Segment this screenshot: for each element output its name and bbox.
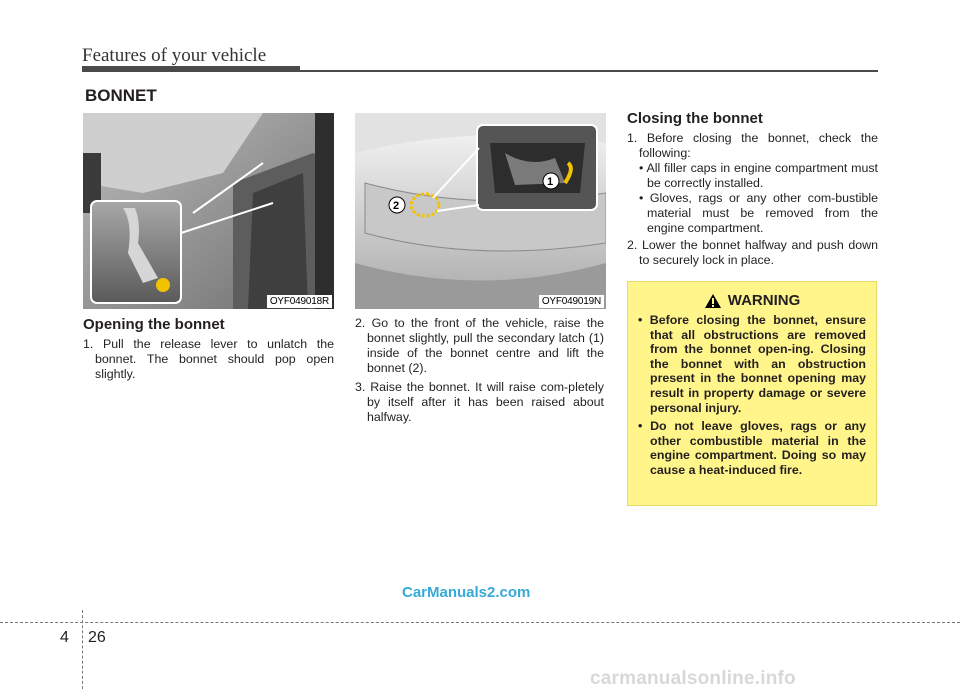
release-lever-photo — [83, 113, 334, 309]
warning-list — [638, 313, 866, 478]
release-lever-illustration — [83, 113, 334, 309]
closing-step-2: 2. Lower the bonnet halfway and push down to securely lock in place. — [627, 238, 878, 267]
closing-bullet-1: • All filler caps in engine compartment must be correctly installed. — [639, 161, 878, 190]
bonnet-latch-illustration — [355, 113, 606, 309]
warning-triangle-icon — [704, 293, 722, 309]
page-number: 26 — [88, 629, 106, 646]
header-rule-thick — [82, 66, 300, 72]
header-title: Features of your vehicle — [82, 45, 267, 66]
watermark-link[interactable]: CarManuals2.com — [402, 584, 531, 601]
warning-title: WARNING — [727, 292, 801, 309]
callout-1: 1 — [547, 176, 554, 188]
opening-title: Opening the bonnet — [83, 316, 225, 333]
footer-rule — [0, 622, 960, 623]
closing-bullet-2: • Gloves, rags or any other com-bustible material must be removed from the engine compartment. — [639, 191, 878, 235]
car-front-photo — [355, 113, 606, 309]
warning-box — [627, 281, 877, 506]
image-caption-left: OYF049018R — [267, 295, 332, 308]
warning-item-2: • Do not leave gloves, rags or any other combustible material in the engine compartment. Doing so may cause a heat-induced fire. — [638, 419, 866, 477]
opening-section — [83, 316, 334, 382]
warning-item-1: • Before closing the bonnet, ensure that all obstructions are removed from the bonnet open-ing. Closing the bonnet with an obstruction present in the bonnet opening may result in property damage or severe personal injury. — [638, 313, 866, 415]
opening-step-1: 1. Pull the release lever to unlatch the bonnet. The bonnet should pop open slightly. — [83, 337, 334, 381]
chapter-number: 4 — [60, 629, 69, 646]
warning-header — [638, 292, 866, 309]
image-caption-middle: OYF049019N — [539, 295, 604, 308]
watermark-bottom: carmanualsonline.info — [590, 668, 796, 689]
closing-section — [627, 110, 878, 268]
header-rule-thin — [300, 70, 878, 72]
opening-continued — [355, 316, 604, 425]
closing-step-1: 1. Before closing the bonnet, check the following: — [627, 131, 878, 160]
opening-step-2: 2. Go to the front of the vehicle, raise the bonnet slightly, pull the secondary latch (1) inside of the bonnet centre and lift the bonnet (2). — [355, 316, 604, 375]
section-title: BONNET — [85, 86, 157, 105]
footer-divider — [82, 610, 83, 689]
opening-step-3: 3. Raise the bonnet. It will raise com-pletely by itself after it has been raised about halfway. — [355, 380, 604, 424]
callout-2: 2 — [393, 200, 400, 212]
closing-title: Closing the bonnet — [627, 110, 763, 127]
